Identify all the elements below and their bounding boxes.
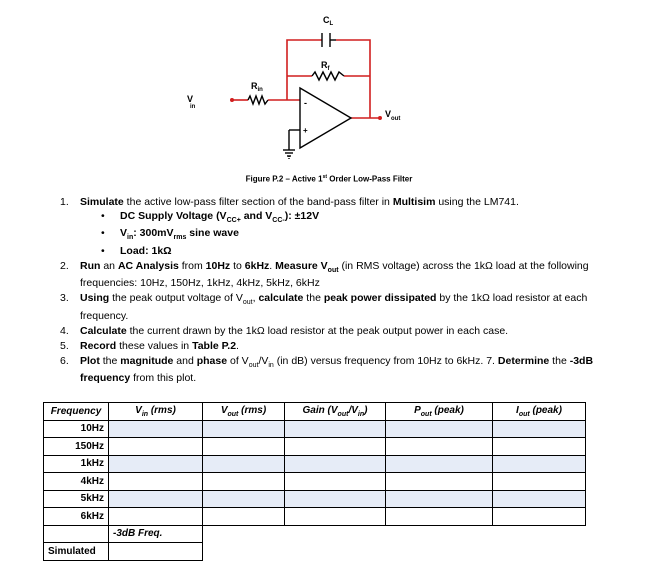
table-cell[interactable] <box>109 490 203 508</box>
table-cell[interactable] <box>203 473 285 491</box>
neg3db-row <box>44 525 586 543</box>
label-plus: + <box>303 126 308 135</box>
table-row <box>44 508 586 526</box>
table-cell[interactable] <box>386 508 493 526</box>
header-frequency: Frequency <box>44 403 109 421</box>
load-item: • Load: 1kΩ <box>120 245 600 259</box>
table-cell: 5kHz <box>44 490 109 508</box>
op-amp-triangle <box>300 88 351 148</box>
table-cell[interactable] <box>203 438 285 456</box>
table-header-row <box>44 403 586 421</box>
results-table <box>43 402 586 561</box>
table-cell[interactable] <box>285 438 386 456</box>
figure-caption: Figure P.2 – Active 1st Order Low-Pass Filter <box>245 174 413 184</box>
table-cell[interactable] <box>285 490 386 508</box>
vin-node <box>230 98 234 102</box>
header-vin: $V_{in}$ (rms) <box>109 403 203 421</box>
label-cl: $C_L$ <box>323 15 334 27</box>
step-3: 3. Using the peak output voltage of $V_{out}$, calculate the peak power dissipated by the 1kΩ load resistor at each frequency. <box>60 292 588 322</box>
table-cell[interactable] <box>386 438 493 456</box>
label-rf: $R_f$ <box>321 60 330 72</box>
table-cell[interactable] <box>285 455 386 473</box>
header-pout: $P_{out}$ (peak) <box>386 403 493 421</box>
table-cell[interactable] <box>285 473 386 491</box>
table-row <box>44 473 586 491</box>
table-cell[interactable] <box>109 455 203 473</box>
table-cell[interactable] <box>109 543 203 561</box>
table-cell[interactable] <box>203 455 285 473</box>
table-cell: 4kHz <box>44 473 109 491</box>
table-cell <box>44 525 109 543</box>
table-cell[interactable] <box>493 438 586 456</box>
label-rin: $R_{in}$ <box>251 81 263 93</box>
table-cell <box>203 525 586 560</box>
neg3db-label: -3dB Freq. <box>109 525 203 543</box>
label-minus: - <box>304 98 307 108</box>
header-vout: $V_{out}$ (rms) <box>203 403 285 421</box>
table-cell[interactable] <box>109 438 203 456</box>
table-cell[interactable] <box>493 420 586 438</box>
table-cell[interactable] <box>386 490 493 508</box>
table-cell[interactable] <box>203 420 285 438</box>
table-cell[interactable] <box>493 455 586 473</box>
step-6: 6. Plot the magnitude and phase of $V_{out}/V_{in}$ (in dB) versus frequency from 10Hz to 6kHz. 7. Determine the -3dB frequency from this plot. <box>60 354 594 385</box>
step-1: 1. Simulate the active low-pass filter section of the band-pass filter in Multisim using the LM741. • DC Supply Voltage ($V_{CC+}$ and $V_{CC-}$): ±12V • $V_{in}$: $300mV_{rms}$ sine wave • Load: 1kΩ <box>60 196 600 258</box>
step-2: 2. Run an AC Analysis from 10Hz to 6kHz. Measure $V_{out}$ (in RMS voltage) across the 1kΩ load at the following frequencies: 10Hz, 150Hz, 1kHz, 4kHz, 5kHz, 6kHz <box>60 259 589 290</box>
table-cell[interactable] <box>285 420 386 438</box>
header-iout: $I_{out}$ (peak) <box>493 403 586 421</box>
table-row <box>44 438 586 456</box>
table-cell[interactable] <box>203 508 285 526</box>
table-cell[interactable] <box>493 473 586 491</box>
step-5: 5. Record these values in Table P.2. <box>60 339 239 352</box>
table-cell[interactable] <box>386 420 493 438</box>
label-vout: $V_{out}$ <box>385 109 401 122</box>
vout-node <box>378 116 382 120</box>
table-row <box>44 455 586 473</box>
table-cell[interactable] <box>493 490 586 508</box>
table-cell[interactable] <box>285 508 386 526</box>
table-cell: 10Hz <box>44 420 109 438</box>
circuit-diagram <box>0 0 658 170</box>
step-1-sublist <box>80 210 600 259</box>
table-cell[interactable] <box>386 473 493 491</box>
table-cell[interactable] <box>109 420 203 438</box>
rin-resistor <box>248 96 268 104</box>
table-cell: 6kHz <box>44 508 109 526</box>
rf-resistor <box>312 72 344 80</box>
table-row <box>44 420 586 438</box>
supply-voltage-item: • DC Supply Voltage ($V_{CC+}$ and $V_{CC-}$): ±12V <box>120 210 600 228</box>
vin-item: • $V_{in}$: $300mV_{rms}$ sine wave <box>120 227 600 245</box>
table-cell[interactable] <box>109 508 203 526</box>
table-cell[interactable] <box>386 455 493 473</box>
step-4: 4. Calculate the current drawn by the 1kΩ load resistor at the peak output power in each case. <box>60 324 509 337</box>
table-cell: 150Hz <box>44 438 109 456</box>
table-cell: 1kHz <box>44 455 109 473</box>
table-cell[interactable] <box>203 490 285 508</box>
table-cell[interactable] <box>109 473 203 491</box>
simulated-label: Simulated <box>44 543 109 561</box>
table-row <box>44 490 586 508</box>
label-vin: V in <box>187 94 196 110</box>
instruction-list <box>60 196 600 387</box>
table-cell[interactable] <box>493 508 586 526</box>
header-gain: Gain $(V_{out}/V_{in})$ <box>285 403 386 421</box>
